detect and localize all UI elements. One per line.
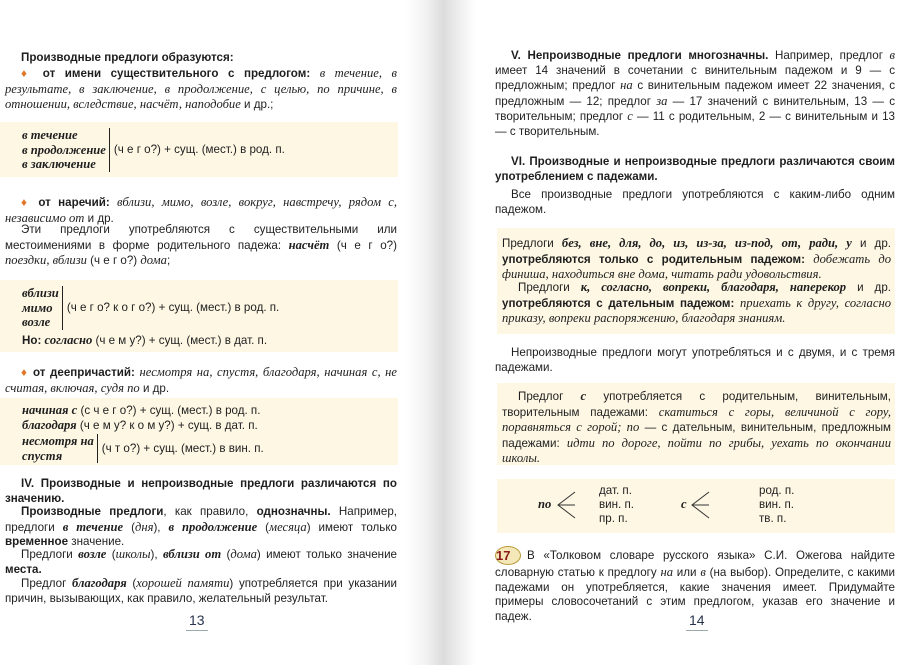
text-run: хорошей памяти [136, 576, 230, 590]
case: вин. п. [759, 498, 794, 511]
text-run: Все производные предлоги употребляются с каким-либо одним падежом. [495, 188, 895, 216]
text-run: места. [5, 562, 42, 576]
case: род. п. [759, 484, 795, 497]
item: спустя [22, 448, 63, 463]
exercise-number-badge: 17 [495, 546, 521, 565]
text-run: с винительным падежом имеет 22 значения, с предложным — 12; предлог [495, 79, 895, 108]
text-run: скатиться с горы, величиной с гору, поравняться с горой; по [502, 404, 891, 435]
text-run: Но: [22, 334, 45, 347]
paragraph-iv-3 [5, 576, 397, 606]
branch-icon [556, 490, 576, 520]
item: в течение [22, 128, 78, 142]
text-run: Например, предлоги [5, 505, 397, 534]
text-run: ), [153, 520, 169, 534]
branch-icon [690, 490, 710, 520]
text-run: V. Непроизводные предлоги многозначны. [511, 49, 769, 62]
text-run: месяца [269, 519, 307, 534]
text-run: дома [230, 547, 257, 561]
text-run: на [660, 565, 674, 579]
case: тв. п. [759, 512, 787, 525]
text-run: от деепричастий: [32, 366, 140, 379]
bracket-group-nouns [22, 128, 285, 172]
text-run: временное [5, 535, 69, 549]
page-number: 14 [686, 612, 708, 631]
text-run: ; [166, 254, 171, 268]
text-run: Предлог [518, 390, 581, 403]
item: возле [22, 315, 51, 330]
item: в продолжение [22, 142, 106, 157]
text-run: Например, предлог [768, 49, 890, 62]
text-run: в течение, в результате, в заключение, в продолжение, с целью, по причине, в отношении, вследствие, насчёт, наподобие [5, 66, 397, 112]
text-run: приехать к другу, согласно приказу, вопреки распоряжению, благодаря знаниям. [502, 295, 891, 326]
text-run: IV. Производные и непроизводные предлоги различаются по значению. [5, 477, 397, 505]
text-run: в течение [62, 519, 124, 534]
text-run: ( [123, 520, 135, 534]
intro-heading [5, 51, 397, 66]
text-run: вблизи, мимо, возле, вокруг, навстречу, рядом с, независимо от [5, 195, 398, 225]
text-run: к, согласно, вопреки, благодаря, наперекор [580, 280, 847, 294]
text-run: возле [78, 547, 107, 561]
text-run: без, вне, для, до, из, из-за, из-под, от, ради, у [561, 236, 852, 250]
text-run: и др. [846, 281, 891, 294]
text-run: и др. [84, 211, 114, 225]
rule-text: (ч е г о?) + сущ. (мест.) в род. п. [113, 143, 285, 157]
text-run: согласно [44, 333, 93, 347]
paragraph-multi-case [495, 346, 895, 375]
text-run: употребляются с дательным падежом: [502, 296, 740, 310]
paragraph-iv-2 [5, 547, 397, 577]
rule-s-po [502, 389, 891, 467]
case: дат. п. [599, 484, 632, 497]
rule-genitive [502, 236, 891, 283]
item: вблизи [22, 286, 59, 300]
text-run: от имени существительного с предлогом: [42, 67, 320, 80]
text-run: Производные предлоги [21, 505, 164, 518]
rule-dative [502, 280, 891, 327]
text-run: или [673, 566, 701, 579]
section-vi-heading [495, 155, 895, 184]
text-run: ( [257, 520, 270, 534]
page-number: 13 [186, 612, 208, 631]
text-run: от наречий: [38, 196, 118, 209]
text-run: ) употребляется при указании причин, вызывающих, как правило, желательный результат. [5, 577, 397, 605]
bullet-icon: ♦ [21, 67, 43, 80]
case: вин. п. [599, 498, 634, 511]
item: в заключение [22, 157, 96, 172]
text-run: на [620, 78, 633, 93]
text-run: (ч е г о?) [86, 254, 141, 268]
rule-text: (ч е г о? к о г о?) + сущ. (мест.) в род. п. [66, 301, 280, 315]
paragraph-from-nouns [5, 66, 397, 113]
text-run: значение. [68, 535, 125, 549]
text-run: дома [140, 253, 167, 268]
bracket-group-adverbs [22, 286, 279, 330]
text-run: однозначны. [256, 505, 331, 518]
text-run: Производные предлоги образуются: [21, 51, 234, 64]
bullet-icon: ♦ [21, 196, 39, 209]
text-run: , как правило, [163, 505, 257, 518]
text-run: начиная с [22, 403, 78, 417]
text-run: ( [221, 548, 231, 561]
bracket-items [22, 128, 110, 172]
paragraph-adverbs-usage [5, 223, 397, 269]
bracket-group-gerunds [22, 434, 264, 463]
text-run: Предлоги [21, 548, 79, 561]
text-run: благодаря [72, 576, 127, 590]
text-run: и др. [139, 381, 170, 395]
diagram-prep-po: по [538, 497, 552, 511]
text-run: имеет 14 значений в сочетании с винительным падежом и 9 — с предложным; предлог [495, 63, 895, 93]
text-run: и др. [851, 237, 891, 250]
text-run: с [580, 389, 587, 403]
text-run: за [656, 93, 668, 108]
rule-note [22, 333, 392, 349]
bullet-icon: ♦ [21, 366, 33, 379]
text-run: добежать до финиша, находиться вне дома, читать ради удовольствия. [502, 251, 891, 282]
section-v [495, 48, 895, 140]
text-run: в [700, 565, 706, 579]
text-run: (с ч е г о?) + сущ. (мест.) в род. п. [77, 404, 261, 417]
text-run: (ч е м у? к о м у?) + сущ. в дат. п. [76, 419, 258, 432]
section-iv-heading [5, 477, 397, 506]
text-run: — 11 с родительным, 2 — с винительным и 13 — с творительным. [495, 110, 895, 138]
text-run: идти по дороге, пойти по грибы, уехать по окончании школы. [502, 435, 892, 466]
text-run: ( [106, 548, 116, 561]
paragraph-from-adverbs [5, 195, 397, 226]
text-run: употребляется с родительным, винительным, творительным падежами: [502, 390, 891, 419]
text-run: дня [134, 519, 154, 534]
text-run: в продолжение [168, 519, 258, 534]
text-run: ) имеют только [306, 520, 397, 534]
text-run: насчёт [288, 237, 330, 252]
book-gutter [405, 0, 475, 665]
text-run: Предлоги [518, 281, 581, 294]
diagram-cases-po [599, 484, 634, 526]
text-run: VI. Производные и непроизводные предлоги различаются своим употреблением с падежами. [495, 155, 895, 183]
text-run: ( [126, 577, 137, 590]
text-run: (ч е м у?) + сущ. (мест.) в дат. п. [92, 334, 268, 347]
text-run: Непроизводные предлоги могут употребляться и с двумя, и с тремя падежами. [495, 346, 895, 374]
diagram-prep-s: с [681, 497, 687, 511]
paragraph-iv-1 [5, 505, 397, 550]
item: мимо [22, 300, 53, 315]
item: несмотря на [22, 434, 94, 448]
text-run: Эти предлоги употребляются с существительными или местоимениями в форме родительного падежа: [5, 223, 397, 252]
text-run: — 17 значений с винительным, 13 — с творительным; предлог [495, 94, 895, 124]
text-run: в [889, 48, 896, 62]
bracket-items [22, 286, 63, 330]
paragraph-vi-1 [495, 188, 895, 217]
rule-text: (ч т о?) + сущ. (мест.) в вин. п. [101, 442, 264, 456]
rule-line [22, 418, 392, 434]
text-run: Предлоги [502, 237, 562, 250]
text-run: ) имеют только значение [256, 548, 397, 561]
bracket-items [22, 434, 98, 463]
text-run: несмотря на, спустя, благодаря, начиная с, не считая, включая, судя по [5, 365, 397, 395]
paragraph-from-gerunds [5, 365, 397, 396]
text-run: вблизи от [162, 547, 222, 561]
text-run: школы [115, 547, 151, 561]
text-run: (на выбор). Определите, с какими падежами он употребляется, какие значения имеет. Придумайте примеры словосочетаний с этим предлогом, указав его значение и падеж. [495, 566, 895, 623]
diagram-cases-s [759, 484, 794, 526]
text-run: поездки, вблизи [5, 253, 87, 268]
text-run: Предлог [21, 577, 73, 590]
text-run: с [627, 109, 633, 124]
text-run: — с дательным, винительным, предложным падежами: [502, 421, 892, 450]
text-run: ), [150, 548, 163, 561]
text-run: и др.; [240, 98, 274, 112]
text-run: В «Толковом словаре русского языка» С.И. Ожегова найдите словарную статью к предлогу [495, 548, 895, 579]
case: пр. п. [599, 512, 628, 525]
rule-line [22, 403, 392, 419]
text-run: употребляются только с родительным падежом: [502, 252, 814, 266]
text-run: (ч е г о?) [329, 238, 397, 252]
text-run: благодаря [22, 418, 77, 432]
